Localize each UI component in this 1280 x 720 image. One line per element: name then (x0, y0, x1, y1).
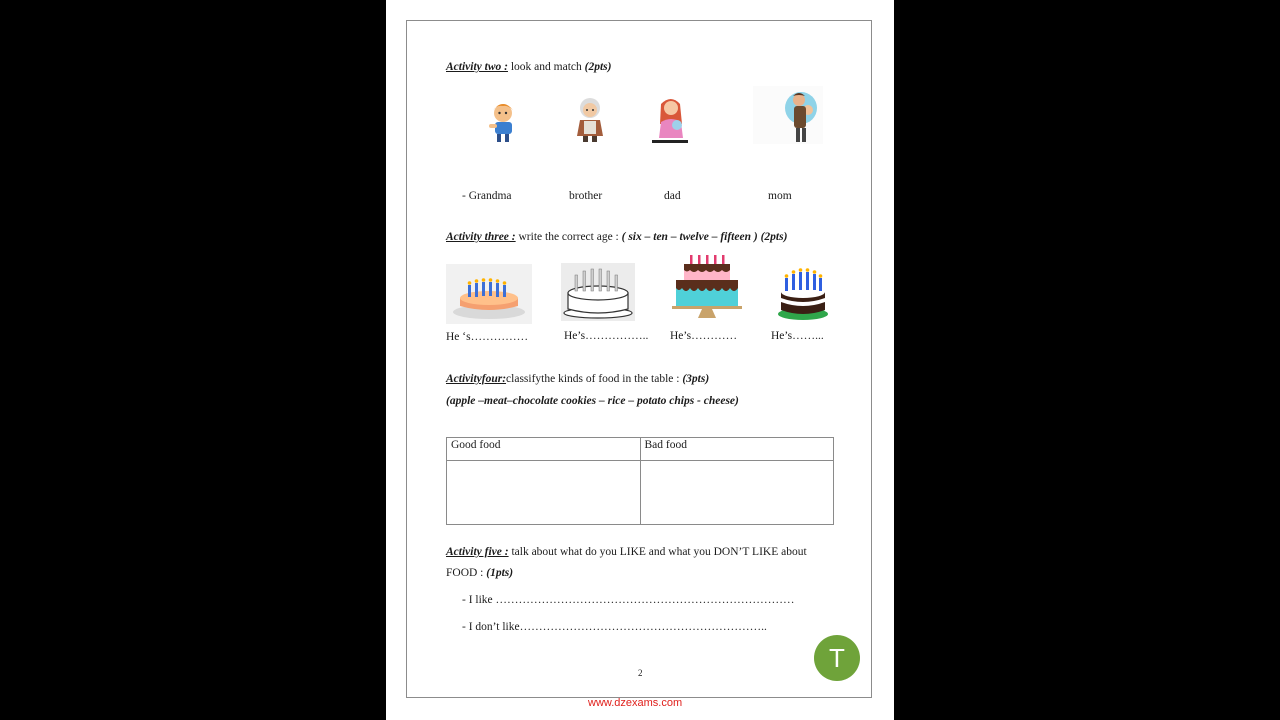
activity-five-heading-line2 (446, 566, 513, 580)
activity-three-heading (446, 230, 787, 244)
dislike-line[interactable]: - I don’t like……………………………………………………….. (462, 621, 767, 633)
bad-food-header: Bad food (640, 438, 834, 461)
activity-two-label: Activity two : (446, 61, 508, 73)
activity-two-instruction: look and match (510, 61, 582, 73)
food-list: (apple –meat–chocolate cookies – rice – potato chips - cheese) (446, 395, 739, 407)
activity-four-points: (3pts) (682, 373, 710, 385)
bad-food-cell[interactable] (640, 461, 834, 525)
activity-five-instruction: talk about what do you LIKE and what you DON’T LIKE about (511, 546, 807, 558)
father-child-icon (753, 86, 823, 144)
good-food-header: Good food (447, 438, 641, 461)
chocolate-birthday-cake-icon (776, 264, 830, 322)
age-blank-2[interactable]: He’s…………….. (564, 330, 649, 342)
age-blank-3[interactable]: He’s………… (670, 330, 738, 342)
footer-url[interactable]: www.dzexams.com (588, 697, 683, 709)
activity-five-instruction-cont: FOOD : (446, 567, 484, 579)
document-page (386, 0, 894, 720)
grandma-icon (570, 94, 610, 144)
activity-five-label: Activity five : (446, 546, 509, 558)
activity-five-heading (446, 545, 807, 559)
match-word-mom: mom (768, 190, 792, 202)
mother-baby-icon (652, 96, 690, 144)
activity-four-instruction: classifythe kinds of food in the table : (506, 373, 680, 385)
activity-four-heading (446, 372, 709, 386)
age-blank-1[interactable]: He ‘s…………… (446, 331, 529, 343)
page-number: 2 (638, 668, 643, 678)
activity-three-instruction: write the correct age : (518, 231, 619, 243)
birthday-cake-white-candles-icon (561, 263, 635, 321)
activity-two-points: (2pts) (584, 61, 612, 73)
activity-three-label: Activity three : (446, 231, 516, 243)
activity-two-heading (446, 60, 611, 74)
match-word-brother: brother (569, 190, 603, 202)
activity-five-points: (1pts) (486, 567, 514, 579)
good-food-cell[interactable] (447, 461, 641, 525)
avatar[interactable]: T (814, 635, 860, 681)
tiered-birthday-cake-icon (668, 252, 746, 320)
like-line[interactable]: - I like …………………………………………………………………… (462, 594, 795, 606)
match-word-dad: dad (664, 190, 681, 202)
activity-three-options: ( six – ten – twelve – fifteen ) (621, 231, 758, 243)
match-word-grandma: - Grandma (462, 190, 512, 202)
activity-four-label: Activityfour: (446, 373, 507, 385)
activity-three-points: (2pts) (760, 231, 788, 243)
boy-icon (484, 98, 522, 144)
age-blank-4[interactable]: He’s……... (771, 330, 824, 342)
food-classification-table (446, 437, 834, 525)
birthday-cake-six-candles-icon (446, 264, 532, 324)
